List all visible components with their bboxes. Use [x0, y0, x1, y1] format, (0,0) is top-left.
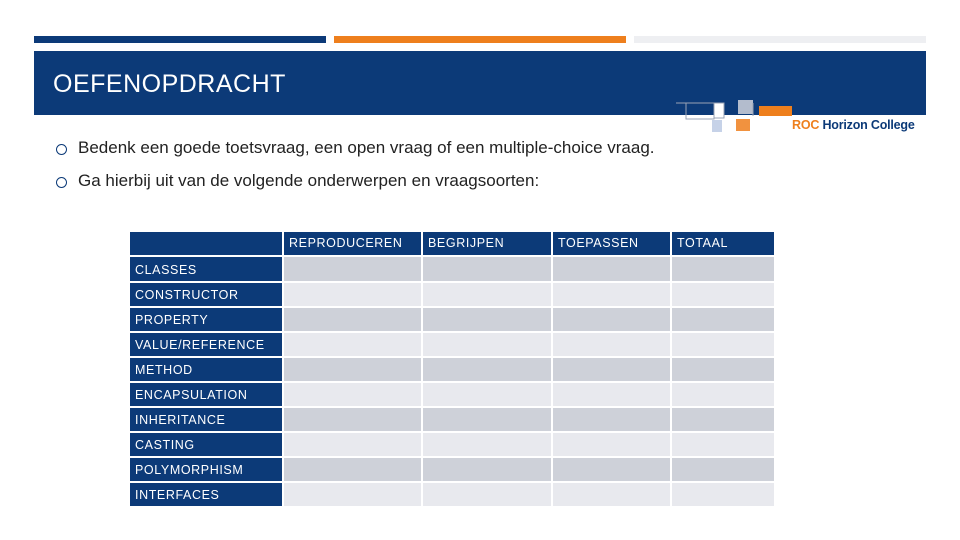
- table-row: [130, 458, 774, 483]
- row-label-interfaces: INTERFACES: [130, 483, 282, 508]
- table-cell: [423, 257, 551, 283]
- table-row: [130, 283, 774, 308]
- table-cell: [553, 383, 670, 408]
- table-cell: [284, 358, 421, 383]
- table-cell: [423, 358, 551, 383]
- table-cell: [553, 308, 670, 333]
- logo-prefix: ROC: [792, 118, 820, 132]
- roc-horizon-logo-text: [792, 118, 915, 132]
- table-cell: [284, 408, 421, 433]
- table-cell: [284, 333, 421, 358]
- table-cell: [553, 458, 670, 483]
- table-cell: [553, 333, 670, 358]
- table-row: [130, 257, 774, 283]
- bullet-ring-icon: [56, 177, 67, 188]
- column-header-reproduceren: REPRODUCEREN: [284, 232, 421, 257]
- table-row: [130, 483, 774, 508]
- table-cell: [423, 458, 551, 483]
- logo-square: [738, 100, 753, 114]
- table-cell: [672, 483, 774, 508]
- top-accent-bar-orange: [334, 36, 626, 43]
- table-cell: [672, 458, 774, 483]
- table-cell: [553, 408, 670, 433]
- column-header-totaal: TOTAAL: [672, 232, 774, 257]
- question-matrix-table: [128, 232, 776, 508]
- bullet-text: Ga hierbij uit van de volgende onderwerpen en vraagsoorten:: [78, 171, 540, 190]
- logo-square: [736, 119, 750, 131]
- logo-square: [714, 103, 724, 118]
- column-header-begrijpen: BEGRIJPEN: [423, 232, 551, 257]
- table-cell: [284, 433, 421, 458]
- table-cell: [423, 308, 551, 333]
- column-header-toepassen: TOEPASSEN: [553, 232, 670, 257]
- table-row: [130, 383, 774, 408]
- table-cell: [423, 383, 551, 408]
- table-cell: [423, 433, 551, 458]
- table-cell: [553, 257, 670, 283]
- bullet-text: Bedenk een goede toetsvraag, een open vraag of een multiple-choice vraag.: [78, 138, 655, 157]
- row-label-constructor: CONSTRUCTOR: [130, 283, 282, 308]
- table-cell: [284, 458, 421, 483]
- table-row: [130, 408, 774, 433]
- bullet-item: [56, 138, 655, 171]
- row-label-polymorphism: POLYMORPHISM: [130, 458, 282, 483]
- row-label-classes: CLASSES: [130, 257, 282, 283]
- row-label-encapsulation: ENCAPSULATION: [130, 383, 282, 408]
- row-label-value-reference: VALUE/REFERENCE: [130, 333, 282, 358]
- row-label-property: PROPERTY: [130, 308, 282, 333]
- table-row: [130, 333, 774, 358]
- bullet-ring-icon: [56, 144, 67, 155]
- table-cell: [553, 483, 670, 508]
- table-cell: [423, 333, 551, 358]
- table-cell: [423, 483, 551, 508]
- table-cell: [672, 408, 774, 433]
- table-cell: [672, 433, 774, 458]
- table-cell: [672, 333, 774, 358]
- table-corner-cell: [130, 232, 282, 257]
- row-label-inheritance: INHERITANCE: [130, 408, 282, 433]
- logo-square: [712, 120, 722, 132]
- table-cell: [284, 283, 421, 308]
- table-cell: [672, 358, 774, 383]
- slide-title: OEFENOPDRACHT: [53, 70, 286, 98]
- row-label-casting: CASTING: [130, 433, 282, 458]
- table-cell: [672, 283, 774, 308]
- table-cell: [284, 308, 421, 333]
- logo-square: [759, 106, 780, 116]
- table-cell: [284, 257, 421, 283]
- logo-square: [686, 103, 714, 119]
- table-row: [130, 433, 774, 458]
- table-cell: [553, 358, 670, 383]
- top-accent-bar-navy: [34, 36, 326, 43]
- table-cell: [423, 408, 551, 433]
- table-header-row: [130, 232, 774, 257]
- table-cell: [672, 383, 774, 408]
- table-cell: [553, 283, 670, 308]
- table-row: [130, 308, 774, 333]
- table-cell: [284, 383, 421, 408]
- table-cell: [672, 257, 774, 283]
- logo-name: Horizon College: [822, 118, 915, 132]
- table-cell: [284, 483, 421, 508]
- table-cell: [553, 433, 670, 458]
- row-label-method: METHOD: [130, 358, 282, 383]
- top-accent-bar-gray: [634, 36, 926, 43]
- logo-square: [780, 106, 792, 116]
- bullet-item: [56, 171, 655, 204]
- table-cell: [423, 283, 551, 308]
- bullet-list: [56, 138, 655, 204]
- table-cell: [672, 308, 774, 333]
- table-row: [130, 358, 774, 383]
